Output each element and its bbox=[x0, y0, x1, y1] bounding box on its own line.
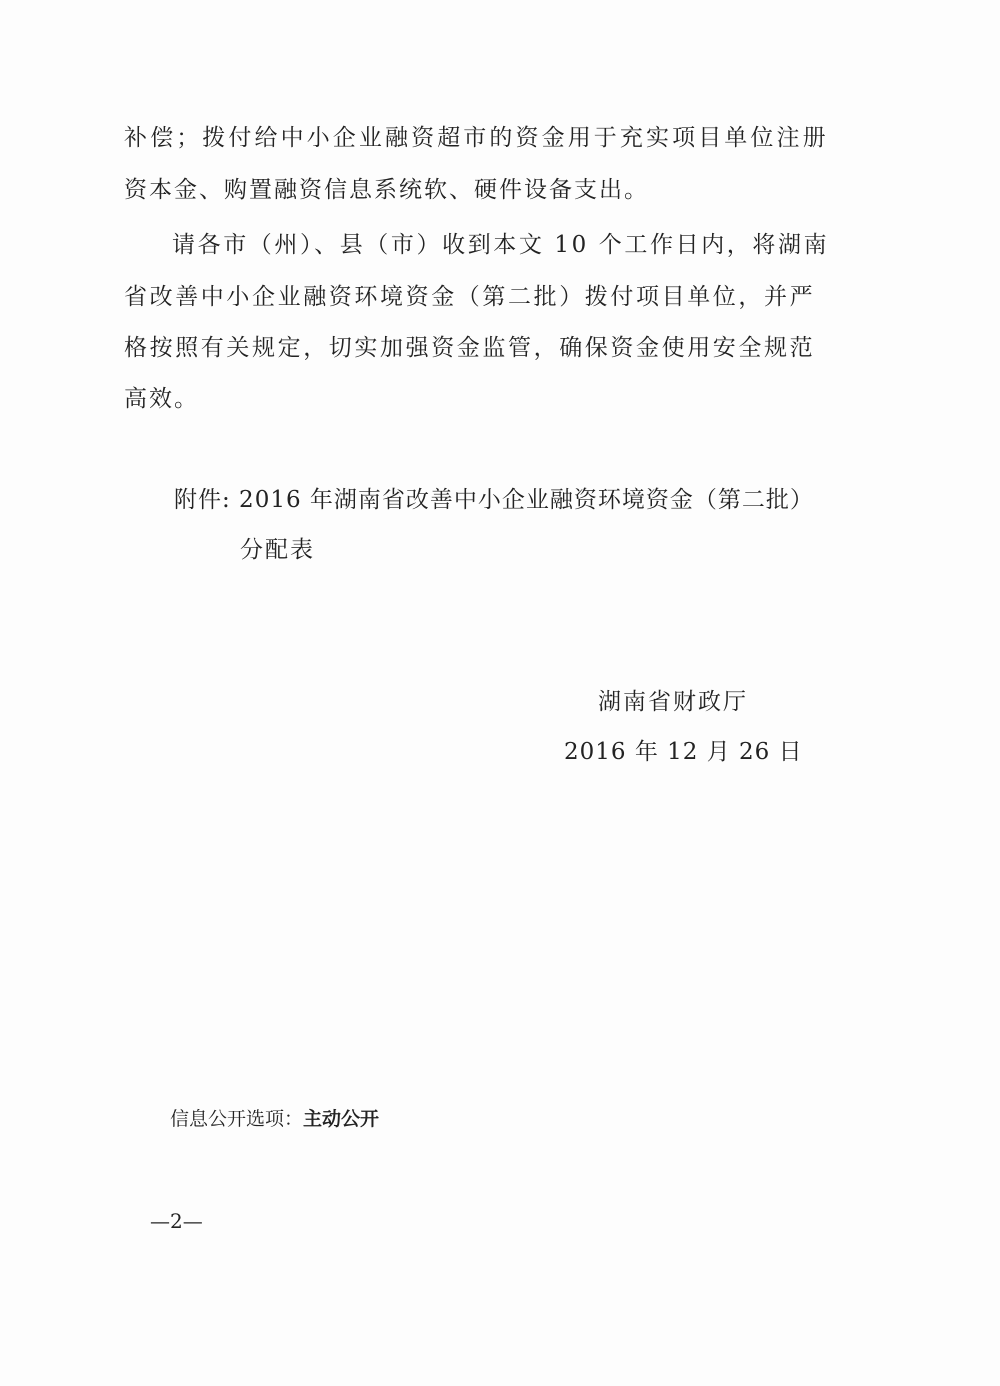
body-paragraph-2-line-4: 高效。 bbox=[124, 386, 199, 412]
body-paragraph-1-line-2: 资本金、购置融资信息系统软、硬件设备支出。 bbox=[124, 177, 649, 203]
signature-date: 2016 年 12 月 26 日 bbox=[564, 739, 803, 765]
page-number: —2— bbox=[150, 1209, 203, 1233]
signature-organization: 湖南省财政厅 bbox=[598, 689, 748, 715]
body-paragraph-2-line-2: 省改善中小企业融资环境资金（第二批）拨付项目单位，并严 bbox=[124, 284, 816, 310]
body-paragraph-2-line-1: 请各市（州）、县（市）收到本文 10 个工作日内，将湖南 bbox=[172, 232, 830, 258]
disclosure-label: 信息公开选项： bbox=[170, 1108, 304, 1130]
body-paragraph-1-line-1: 补偿；拨付给中小企业融资超市的资金用于充实项目单位注册 bbox=[124, 125, 829, 151]
attachment-line-1: 附件: 2016 年湖南省改善中小企业融资环境资金（第二批） bbox=[174, 487, 814, 513]
attachment-line-2: 分配表 bbox=[240, 537, 315, 563]
disclosure-option bbox=[170, 1105, 379, 1133]
body-paragraph-2-line-3: 格按照有关规定，切实加强资金监管，确保资金使用安全规范 bbox=[124, 335, 816, 361]
disclosure-value: 主动公开 bbox=[303, 1108, 380, 1130]
